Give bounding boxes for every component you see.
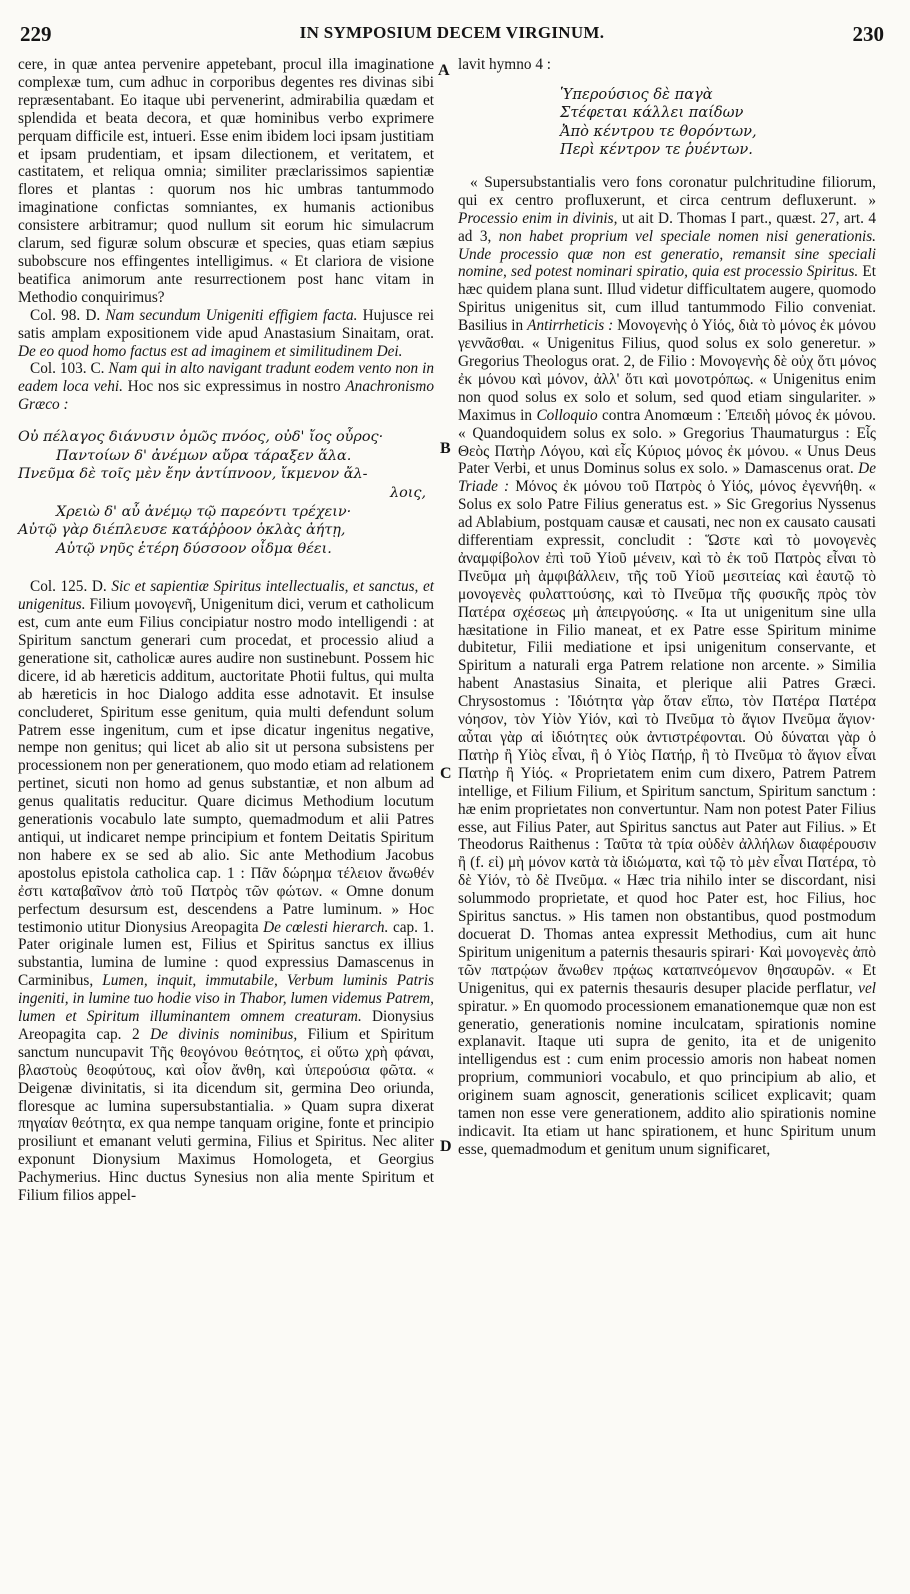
note-text: Dionysius Areopagita cap. 2 — [18, 1008, 434, 1043]
note-text: cap. 1. Pater originale lumen est, Filius et Spiritus sanctus ex illius substantia, lumina de lumine : quod expressius Damascenus in Carminibus, — [18, 918, 435, 990]
page-number-left: 229 — [20, 22, 52, 46]
work-title: De divinis nominibus, — [150, 1025, 298, 1043]
margin-letter-d: D — [440, 1138, 452, 1155]
column-reference: Col. 125. D. — [30, 578, 107, 596]
work-title: De cœlesti hierarch. — [263, 918, 389, 936]
note-text: spiratur. » En quomodo processionem emanationemque quæ non est generatio, generationis nomine inculcatam, spirationis nomine explanavit. Itaque uti supra de genito, ita et de unigenito intelligendus est : cum enim processio amoris non habeat nomen proprium, communiori vocabulo, et quo principium ab alio, et originem suam agnoscit, generationis scilicet explicavit; quam tamen non esse vere generationem, addito alio spirationis nomine indicavit. Ita etiam ut hanc spirationem, et hunc Spiritum unum esse, quemadmodum et genitum unum significaret, — [458, 997, 876, 1158]
lemma-quote: non habet proprium vel speciale nomen nisi generationis. Unde processio quæ non est generatio, remansit sine speciali nomine, sed potest nominari spiratio, quia est processio Spiritus. — [458, 227, 876, 281]
note-text: Μονογενὴς ὁ Υἱός, διὰ τὸ μόνος ἐκ μόνου γεννᾶσθαι. « Unigenitus Filius, quod solus ex solo generetur. » Gregorius Theologus orat. 2, de Filio : Μονογενὴς δὲ οὐχ ὅτι μόνος ἐκ μόνου καὶ μόνον, ἀλλ' ὅτι καὶ μονοτρόπως. « Unigenitus enim non quod solus ex solo et solum, sed quod etiam singulariter. » Maximus in — [458, 317, 876, 424]
lemma-quote: Nam qui in alto navigant tradunt eodem vento non in eadem loca vehi. — [18, 360, 434, 396]
margin-letter-c: C — [440, 765, 452, 782]
verse-line: Αὐτῷ γὰρ διέπλευσε κατάῤῥοον ὁκλὰς ἀήτῃ, — [18, 522, 346, 539]
margin-letter-a: A — [438, 62, 450, 79]
margin-letter-b: B — [440, 440, 451, 457]
verse-line: Παντοίων δ' ἀνέμων αὔρα τάραξεν ἅλα. — [56, 447, 352, 464]
lemma-quote: Processio enim in divinis, — [458, 209, 618, 227]
verse-line: Χρειὼ δ' αὖ ἀνέμῳ τῷ παρεόντι τρέχειν· — [56, 503, 352, 520]
hymn-line: Στέφεται κάλλει παίδων — [560, 104, 744, 122]
left-column — [18, 56, 434, 1205]
verse-line: Αὐτῷ νηῦς ἑτέρη δύσσοον οἶδμα θέει. — [56, 540, 332, 557]
note-col-103 — [18, 360, 434, 414]
note-text: Hoc nos sic expressimus in nostro — [127, 378, 341, 396]
lemma-quote: Nam secundum Unigeniti effigiem facta. — [105, 306, 358, 324]
page-number-right: 230 — [852, 22, 884, 46]
note-text: Hujusce rei satis amplam expositionem vide apud Anastasium Sinaitam, orat. — [18, 306, 434, 342]
work-title: De Triade : — [458, 460, 876, 496]
work-title: De eo quod homo factus est ad imaginem et similitudinem Dei. — [18, 342, 403, 360]
right-column — [458, 56, 876, 1159]
column-reference: Col. 98. D. — [30, 306, 101, 324]
hymn-line: Περὶ κέντρον τε ῥυέντων. — [560, 141, 753, 159]
hymn-line: Ἀπὸ κέντρου τε θορόντων, — [560, 122, 757, 140]
work-title: Colloquio — [536, 406, 598, 424]
note-text: Filium μονογενῆ, Unigenitum dici, verum et catholicum est, cum ante eum Filius concipiatur nostro modo intelligendi : at Spiritum sanctum generari cum procedat, et processio aliud a generatione sit, catholicæ aures audire non sustinebunt. Possem hic dicere, id ab hæreticis additum, auctoritate Photii fultus, qui multa ab hæreticis in hoc Dialogo addita esse adnotavit. Et insulse concluderet, Spiritum esse genitum, quia multi defendunt solum Patrem esse ingenitum, cum et ipse dicatur ingenitus negative, nempe non genitus; qui licet ab alio sit ut persona subsistens per processionem non per generationem, quo modo etiam ad relationem pertinet, sicuti non homo ad genus substantiæ, et non album ad genus qualitatis reducitur. Quare dicimus Methodium locutum generationis vocabulo late sumpto, quemadmodum et alii Patres antiqui, ut indicaret nempe principium et fontem Deitatis Spiritum non habere ex se sed ab alio. Sic ante Methodium Jacobus apostolus epistola catholica cap. 1 : Πᾶν δώρημα τέλειον ἄνωθέν ἐστι καταβαῖνον ἀπὸ τοῦ Πατρὸς τῶν φώτων. « Omne donum perfectum desursum est, descendens a Patre luminum. » Hoc testimonio utitur Dionysius Areopagita — [18, 596, 434, 936]
note-text: Et hæc quidem plana sunt. Illud videtur difficultatem augere, quomodo Spiritus unigenitus sit, cum illud tantummodo Filio conveniat. Basilius in — [458, 263, 876, 335]
lemma-quote: Lumen, inquit, immutabile, Verbum luminis Patris ingeniti, in lumine tuo hodie viso in Thabor, lumen videmus Patrem, lumen et Spiritum illuminantem omnem creaturam. — [18, 972, 435, 1026]
paragraph-continuation: cere, in quæ antea pervenire appetebant, procul illa imaginatione complexæ tum, cum adhuc in corporibus degentes res divinas sibi repræsentabant. Eo itaque ubi pervenerint, admirabilia quædam et splendida et beata decora, et quæ hominibus verbo exprimere perquam difficile est, intueri. Esse enim ibidem loci ipsam justitiam et ipsam prudentiam, et ipsam dilectionem, et veritatem, et castitatem, et reliqua omnia; similiter præclarissimos sapientiæ flores et plantas : quorum nos hic umbras tantummodo imaginatione confictas somniantes, ex humanis actionibus consistere arbitramur; quod nullum sit eorum hic simulacrum clarum, sed figuræ solum obscuræ et species, quas etiam sæpius subobscure nos effingentes intelligimus. « Et clariora de visione beatifica animorum ante resurrectionem post hanc vitam in Methodio conquirimus? — [18, 56, 434, 306]
note-col-125 — [18, 578, 434, 1205]
commentary-paragraph — [458, 174, 876, 1159]
note-col-98 — [18, 307, 434, 361]
note-text: Filium et Spiritum sanctum nuncupavit Τῆς θεογόνου θεότητος, εἰ οὕτω χρὴ φάναι, βλαστοὺς θεοφύτους, καὶ οἷον ἄνθη, καὶ ὑπερούσια φῶτα. « Deigenæ divinitatis, si ita dicendum sit, germina Deo oriunda, floresque ac lumina supersubstantialia. » Quam supra dixerat πηγαίαν θεότητα, ex qua nempe tanquam origine, fonte et principio prosiliunt et emanant veluti germina, Filius et Spiritus. Nec aliter exponunt Dionysium Maximus Homologeta, et Georgius Pachymerius. Hinc ductus Synesius non alia mente Spiritum et Filium filios appel- — [18, 1025, 434, 1205]
column-reference: Col. 103. C. — [30, 360, 105, 378]
page-header — [20, 22, 884, 52]
work-title: Antirrheticis : — [527, 317, 614, 335]
greek-hymn — [458, 86, 876, 160]
verse-line: Πνεῦμα δὲ τοῖς μὲν ἔην ἀντίπνοον, ἴκμενον ἄλ- — [18, 466, 368, 483]
greek-verse — [18, 428, 434, 558]
note-text: contra Anomœum : Ἐπειδὴ μόνος ἐκ μόνου. « Quandoquidem solus ex solo. » Gregorius Thaumaturgus : Εἷς Θεὸς Πατὴρ Λόγου, καὶ εἷς Κύριος μόνος ἐκ μόνου. « Unus Deus Pater Verbi, et unus Dominus solus ex solo. » Damascenus orat. — [458, 406, 877, 478]
running-title: IN SYMPOSIUM DECEM VIRGINUM. — [299, 23, 605, 42]
hymn-line: Ὑπερούσιος δὲ παγὰ — [560, 85, 713, 103]
note-text: ut ait D. Thomas I part., quæst. 27, art. 4 ad 3, — [458, 209, 877, 245]
verse-line: Οὐ πέλαγος διάνυσιν ὁμῶς πνόος, οὐδ' ἴος οὖρος· — [18, 429, 384, 446]
hymn-intro: lavit hymno 4 : — [458, 56, 552, 73]
work-title: Anachronismo Græco : — [18, 378, 434, 414]
lemma-quote: Sic et sapientiæ Spiritus intellectualis, et sanctus, et unigenitus. — [18, 578, 435, 614]
verse-line: λοις, — [390, 484, 427, 501]
note-text: Μόνος ἐκ μόνου τοῦ Πατρὸς ὁ Υἱός, μόνος ἐγεννήθη. « Solus ex solo Patre Filius generatus est. » Sic Gregorius Nyssenus ad Ablabium, postquam causæ et causati, nec non ex causato causati differentiam expressit, concludit : Ὥστε καὶ τὸ μονογενὲς ἀναμφίβολον ἐπὶ τοῦ Υἱοῦ μένειν, καὶ τὸ ἐκ τοῦ Πατρὸς εἶναι τὸ Πνεῦμα μὴ ἀμφιβάλλειν, τῆς τοῦ Υἱοῦ μεσιτείας καὶ ἑαυτῷ τὸ μονογενὲς φυλαττούσης, καὶ τὸ Πνεῦμα τῆς φυσικῆς πρὸς τὸν Πατέρα σχέσεως μὴ ἀπειργούσης. « Ita ut unigenitum sine ulla hæsitatione in Filio maneat, et ex Patre esse Spiritum minime dubitetur, Filii mediatione et ipsi unigenitum conservante, et Spiritum a naturali erga Patrem relatione non arcente. » Similia habent Anastasius Sinaita, et plerique alii Patres Græci. Chrysostomus : Ἰδιότητα γὰρ ὅταν εἴπω, τὸν Πατέρα Πατέρα νόησον, τὸν Υἱὸν Υἱόν, καὶ τὸ Πνεῦμα τὸ ἅγιον Πνεῦμα ἅγιον· αὗται γὰρ αἱ ἰδιότητες οὐκ ἀντιστρέφονται. Οὐ δύναται γὰρ ὁ Πατὴρ ἢ Υἱὸς εἶναι, ἢ ὁ Υἱὸς Πατήρ, ἢ τὸ Πνεῦμα τὸ ἅγιον εἶναι Πατὴρ ἢ Υἱός. « Proprietatem enim cum dixero, Patrem Patrem intellige, et Filium Filium, et Spiritum sanctum, Spiritum sanctum : hæ enim proprietates non convertuntur. Nam non potest Pater Filius esse, aut Filius Pater, aut Spiritus sanctus aut Pater aut Filius. » Et Theodorus Raithenus : Ταῦτα τὰ τρία οὐδὲν ἀλλήλων διαφέρουσιν ἢ (f. εἰ) μὴ μόνον κατὰ τὰ ἰδιώματα, καὶ τῷ τὸ μὲν εἶναι Πατέρα, τὸ δὲ Υἱόν, τὸ δὲ Πνεῦμα. « Hæc tria nihilo inter se discordant, nisi solummodo proprietate, et quod hoc Pater est, hoc Filius, hoc Spiritus sanctus. » His tamen non obstantibus, quod postmodum docuerat D. Thomas antea expressit Methodius, cum ait hunc Spiritum unigenitum a paternis thesauris spirari· Καὶ μονογενὲς ἀπὸ τῶν πατρῴων ἄνωθεν πρᾴως καταπνεόμενον θησαυρῶν. « Et Unigenitus, qui ex paternis thesauris desuper placide perflatur, — [458, 478, 876, 997]
note-text: « Supersubstantialis vero fons coronatur pulchritudine filiorum, qui ex centro profluxerunt, et circa centrum defluxerunt. » — [458, 173, 876, 209]
lemma-quote: vel — [858, 979, 876, 997]
